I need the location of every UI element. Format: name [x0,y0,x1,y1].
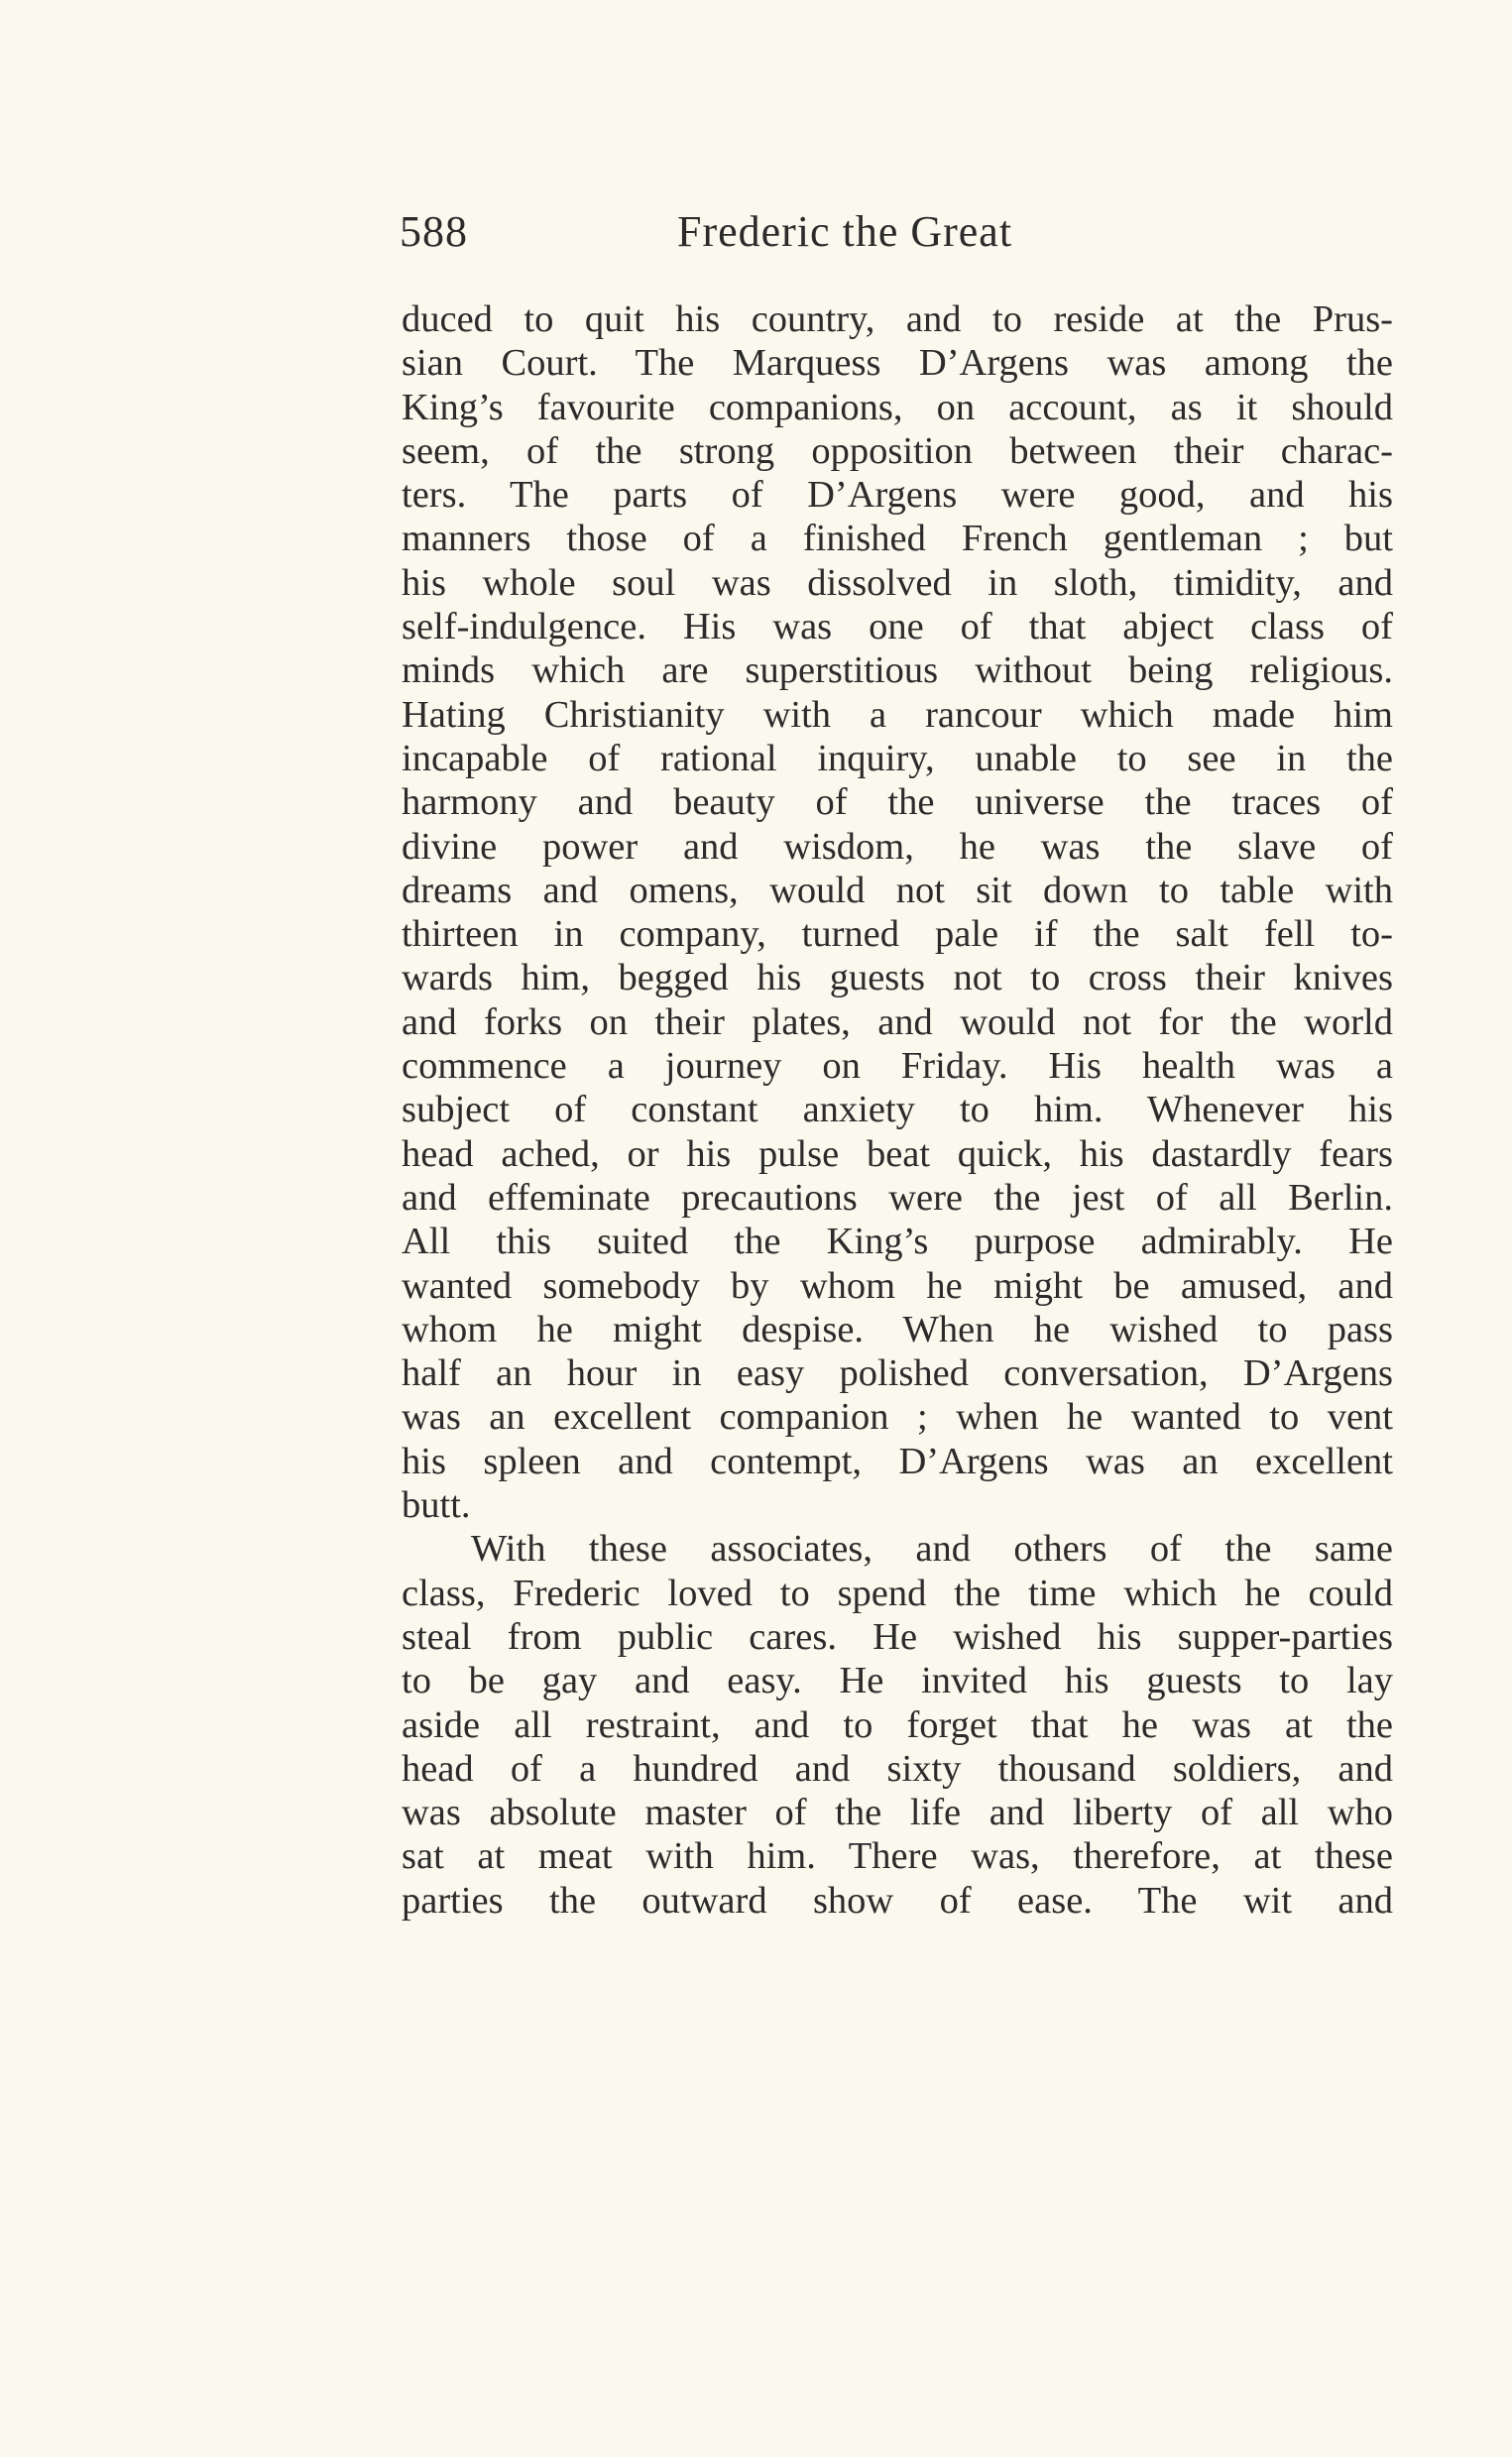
text-line: divine power and wisdom, he was the slave of [402,825,1393,868]
text-line: manners those of a finished French gentleman ; but [402,518,1393,560]
running-head [400,206,1391,266]
text-line: butt. [402,1484,471,1527]
text-line: harmony and beauty of the universe the traces of [402,781,1393,824]
text-line: minds which are superstitious without being religious. [402,649,1393,692]
text-line: incapable of rational inquiry, unable to see in the [402,737,1393,779]
text-line: wanted somebody by whom he might be amused, and [402,1264,1393,1307]
text-line: was absolute master of the life and liberty of all who [402,1792,1393,1834]
page-number: 588 [400,207,468,256]
text-line: to be gay and easy. He invited his guests to lay [402,1660,1393,1702]
text-line: half an hour in easy polished conversation, D’Argens [402,1352,1393,1395]
text-line: dreams and omens, would not sit down to table with [402,869,1393,911]
running-title: Frederic the Great [677,207,1013,256]
text-line: thirteen in company, turned pale if the salt fell to- [402,913,1393,956]
text-line: sat at meat with him. There was, therefore, at these [402,1835,1393,1878]
text-line: wards him, begged his guests not to cross their knives [402,957,1393,999]
text-line: whom he might despise. When he wished to pass [402,1308,1393,1350]
text-line: class, Frederic loved to spend the time which he could [402,1572,1393,1614]
text-line: was an excellent companion ; when he wanted to vent [402,1396,1393,1439]
text-line: ters. The parts of D’Argens were good, and his [402,474,1393,517]
text-line: All this suited the King’s purpose admirably. He [402,1221,1393,1263]
text-line: subject of constant anxiety to him. Whenever his [402,1089,1393,1131]
text-line: seem, of the strong opposition between their charac- [402,429,1393,472]
text-line: sian Court. The Marquess D’Argens was among the [402,342,1393,385]
text-line: and forks on their plates, and would not for the world [402,1000,1393,1043]
text-line: King’s favourite companions, on account, as it should [402,386,1393,428]
text-line: commence a journey on Friday. His health was a [402,1045,1393,1088]
text-line: duced to quit his country, and to reside at the Prus- [402,298,1393,340]
text-line: steal from public cares. He wished his supper-parties [402,1615,1393,1658]
text-line: Hating Christianity with a rancour which made him [402,693,1393,736]
text-line: aside all restraint, and to forget that he was at the [402,1703,1393,1746]
text-line: and effeminate precautions were the jest of all Berlin. [402,1176,1393,1219]
text-line: head of a hundred and sixty thousand soldiers, and [402,1747,1393,1790]
text-line: With these associates, and others of the same [471,1528,1393,1571]
body-text [402,297,1393,1923]
text-line: his whole soul was dissolved in sloth, timidity, and [402,561,1393,604]
text-line: self-indulgence. His was one of that abject class of [402,606,1393,648]
text-line: his spleen and contempt, D’Argens was an excellent [402,1440,1393,1482]
text-line: head ached, or his pulse beat quick, his dastardly fears [402,1132,1393,1175]
text-line: parties the outward show of ease. The wit and [402,1879,1393,1922]
